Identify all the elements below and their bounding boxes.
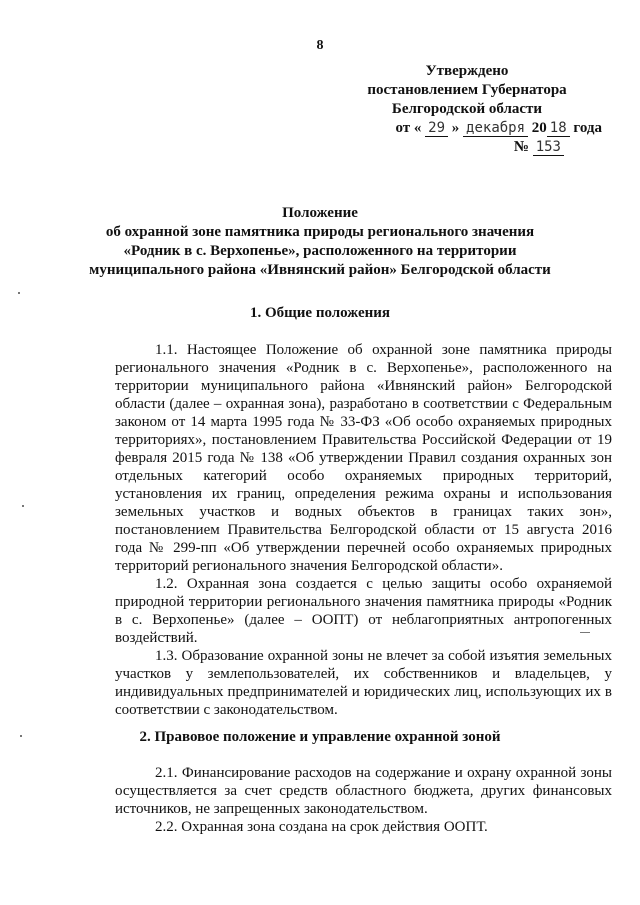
date-month: декабря [463,120,528,137]
scan-speck [18,292,20,294]
title-line-1: Положение [282,205,358,221]
title-line-4: муниципального района «Ивнянский район» Белгородской области [89,262,551,278]
approval-date-line [332,119,602,138]
section-1-heading: 1. Общие положения [249,305,391,321]
scan-speck [22,505,24,507]
decree-number: 153 [533,139,564,156]
date-mid: » [451,120,460,136]
title-line-2: об охранной зоне памятника природы регионального значения [105,224,535,240]
date-prefix: от « [395,120,422,136]
paragraph-2-2: 2.2. Охранная зона создана на срок действия ООПТ. [155,819,488,835]
date-year-prefix: 20 [531,120,547,136]
paragraph-1-2: 1.2. Охранная зона создается с целью защиты особо охраняемой природной территории регионального значения памятника природы «Родник в с. Верхопенье» (далее – ООПТ) от неблагоприятных антропогенных воздействий. [115,576,612,646]
approval-line-approved: Утверждено [425,63,509,79]
number-prefix: № [513,139,529,155]
date-year-suffix: 18 [547,120,570,137]
document-title [0,204,640,280]
approval-line-region: Белгородской области [391,101,543,117]
approval-line-decree: постановлением Губернатора [367,82,567,98]
section-2-heading: 2. Правовое положение и управление охранной зоной [139,729,501,745]
title-line-3: «Родник в с. Верхопенье», расположенного на территории [123,243,517,259]
approval-block [332,62,602,157]
paragraph-1-1: 1.1. Настоящее Положение об охранной зоне памятника природы регионального значения «Родник в с. Верхопенье», расположенного на территории муниципального района «Ивнянский район» Белгородской области (далее – охранная зона), разработано в соответствии с Федеральным законом от 14 марта 1995 года № 33-ФЗ «Об особо охраняемых природных территориях», постановлением Правительства Российской Федерации от 19 февраля 2015 года № 138 «Об утверждении Правил создания охранных зон отдельных категорий особо охраняемых природных территорий, установления их границ, определения режима охраны и использования земельных участков и водных объектов в границах таких зон», постановлением Правительства Белгородской области от 15 августа 2016 года № 299-пп «Об утверждении перечней особо охраняемых природных территорий регионального значения Белгородской области». [115,342,612,574]
scan-speck [20,735,22,737]
date-year-word: года [573,120,602,136]
paragraph-1-3: 1.3. Образование охранной зоны не влечет за собой изъятия земельных участков у землепользователей, их собственников и владельцев, у индивидуальных предпринимателей и юридических лиц, использующих их в соответствии с законодательством. [115,648,612,718]
scan-speck [580,632,590,633]
date-day: 29 [425,120,448,137]
approval-number-line [332,138,602,157]
page-number: 8 [316,38,324,53]
paragraph-2-1: 2.1. Финансирование расходов на содержание и охрану охранной зоны осуществляется за счет средств областного бюджета, других финансовых источников, не запрещенных законодательством. [115,765,612,817]
